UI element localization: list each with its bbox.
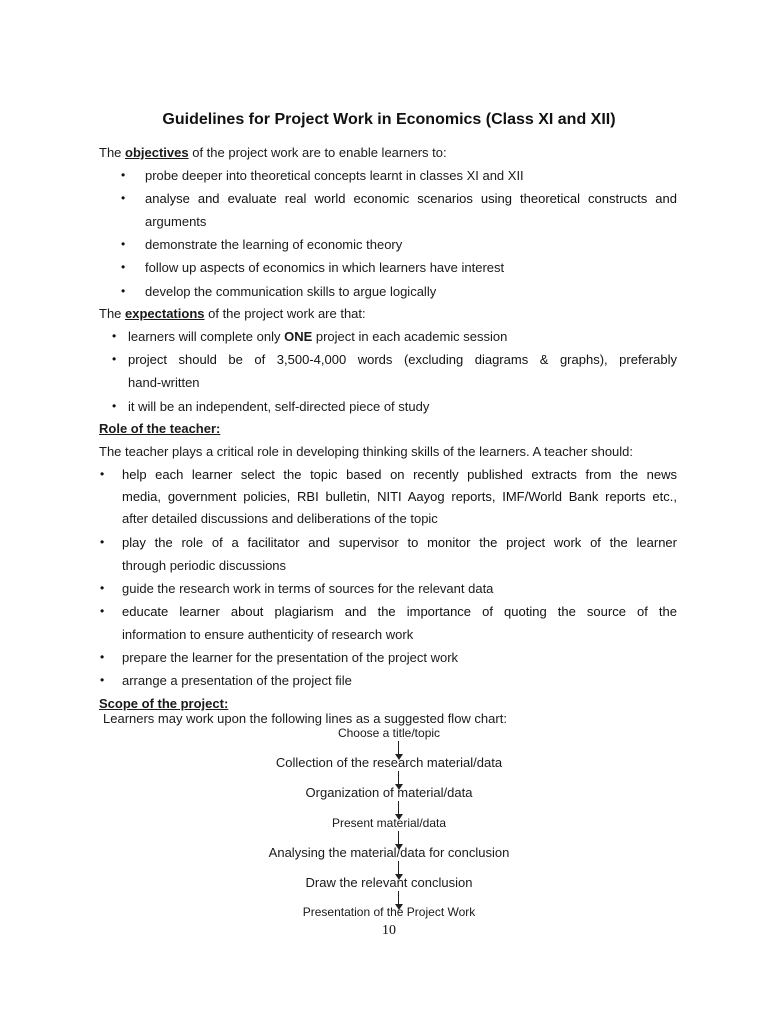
expectation-item-pre: learners will complete only [128, 329, 285, 344]
scope-intro: Learners may work upon the following lines as a suggested flow chart: [103, 711, 507, 726]
expectation-item: project should be of 3,500-4,000 words (excluding diagrams & graphs), preferably [128, 352, 677, 367]
bullet-icon: • [100, 535, 105, 549]
expectation-item-post: project in each academic session [312, 329, 508, 344]
teacher-intro: The teacher plays a critical role in developing thinking skills of the learners. A teacher should: [99, 444, 634, 459]
objective-item: probe deeper into theoretical concepts learnt in classes XI and XII [145, 168, 524, 183]
expectation-item: it will be an independent, self-directed piece of study [128, 399, 430, 414]
expectations-intro [99, 305, 366, 322]
objective-item: demonstrate the learning of economic theory [145, 237, 403, 252]
expectation-item [128, 328, 507, 345]
bullet-icon: • [121, 284, 126, 298]
teacher-item-continued: media, government policies, RBI bulletin, NITI Aayog reports, IMF/World Bank reports etc., [122, 489, 677, 504]
bullet-icon: • [112, 399, 117, 413]
bullet-icon: • [121, 260, 126, 274]
teacher-item-continued: after detailed discussions and deliberations of the topic [122, 511, 438, 526]
scope-heading: Scope of the project: [99, 696, 229, 711]
bullet-icon: • [100, 581, 105, 595]
objectives-intro-post: of the project work are to enable learners to: [188, 145, 447, 160]
objectives-intro [99, 144, 447, 161]
flow-step: Choose a title/topic [337, 726, 441, 740]
expectation-item-continued: hand-written [128, 375, 200, 390]
expectations-keyword: expectations [125, 306, 205, 321]
bullet-icon: • [112, 329, 117, 343]
teacher-heading: Role of the teacher: [99, 421, 221, 436]
page-number: 10 [382, 923, 396, 938]
objective-item-continued: arguments [145, 214, 207, 229]
teacher-item: help each learner select the topic based on recently published extracts from the news [122, 467, 677, 482]
teacher-item-continued: through periodic discussions [122, 558, 287, 573]
bullet-icon: • [100, 673, 105, 687]
flow-step: Analysing the material/data for conclusion [268, 845, 510, 860]
teacher-item: guide the research work in terms of sources for the relevant data [122, 581, 494, 596]
expectation-keyword: ONE [284, 329, 313, 344]
teacher-item: educate learner about plagiarism and the importance of quoting the source of the [122, 604, 677, 619]
objectives-intro-pre: The [99, 145, 126, 160]
teacher-item: arrange a presentation of the project file [122, 673, 352, 688]
flow-step: Organization of material/data [305, 785, 473, 800]
bullet-icon: • [121, 191, 126, 205]
bullet-icon: • [100, 650, 105, 664]
teacher-item: prepare the learner for the presentation of the project work [122, 650, 459, 665]
flow-step: Present material/data [331, 816, 447, 830]
expectations-intro-pre: The [99, 306, 126, 321]
objective-item: develop the communication skills to argue logically [145, 284, 437, 299]
bullet-icon: • [121, 237, 126, 251]
teacher-item-continued: information to ensure authenticity of research work [122, 627, 414, 642]
flow-step: Presentation of the Project Work [302, 905, 476, 919]
teacher-item: play the role of a facilitator and supervisor to monitor the project work of the learner [122, 535, 677, 550]
objective-item: analyse and evaluate real world economic scenarios using theoretical constructs and [145, 191, 677, 206]
expectations-intro-post: of the project work are that: [204, 306, 366, 321]
page-title: Guidelines for Project Work in Economics (Class XI and XII) [162, 111, 616, 128]
objectives-keyword: objectives [125, 145, 189, 160]
objective-item: follow up aspects of economics in which learners have interest [145, 260, 505, 275]
bullet-icon: • [121, 168, 126, 182]
bullet-icon: • [100, 604, 105, 618]
bullet-icon: • [112, 352, 117, 366]
flow-step: Draw the relevant conclusion [305, 875, 473, 890]
bullet-icon: • [100, 467, 105, 481]
flow-step: Collection of the research material/data [275, 755, 503, 770]
